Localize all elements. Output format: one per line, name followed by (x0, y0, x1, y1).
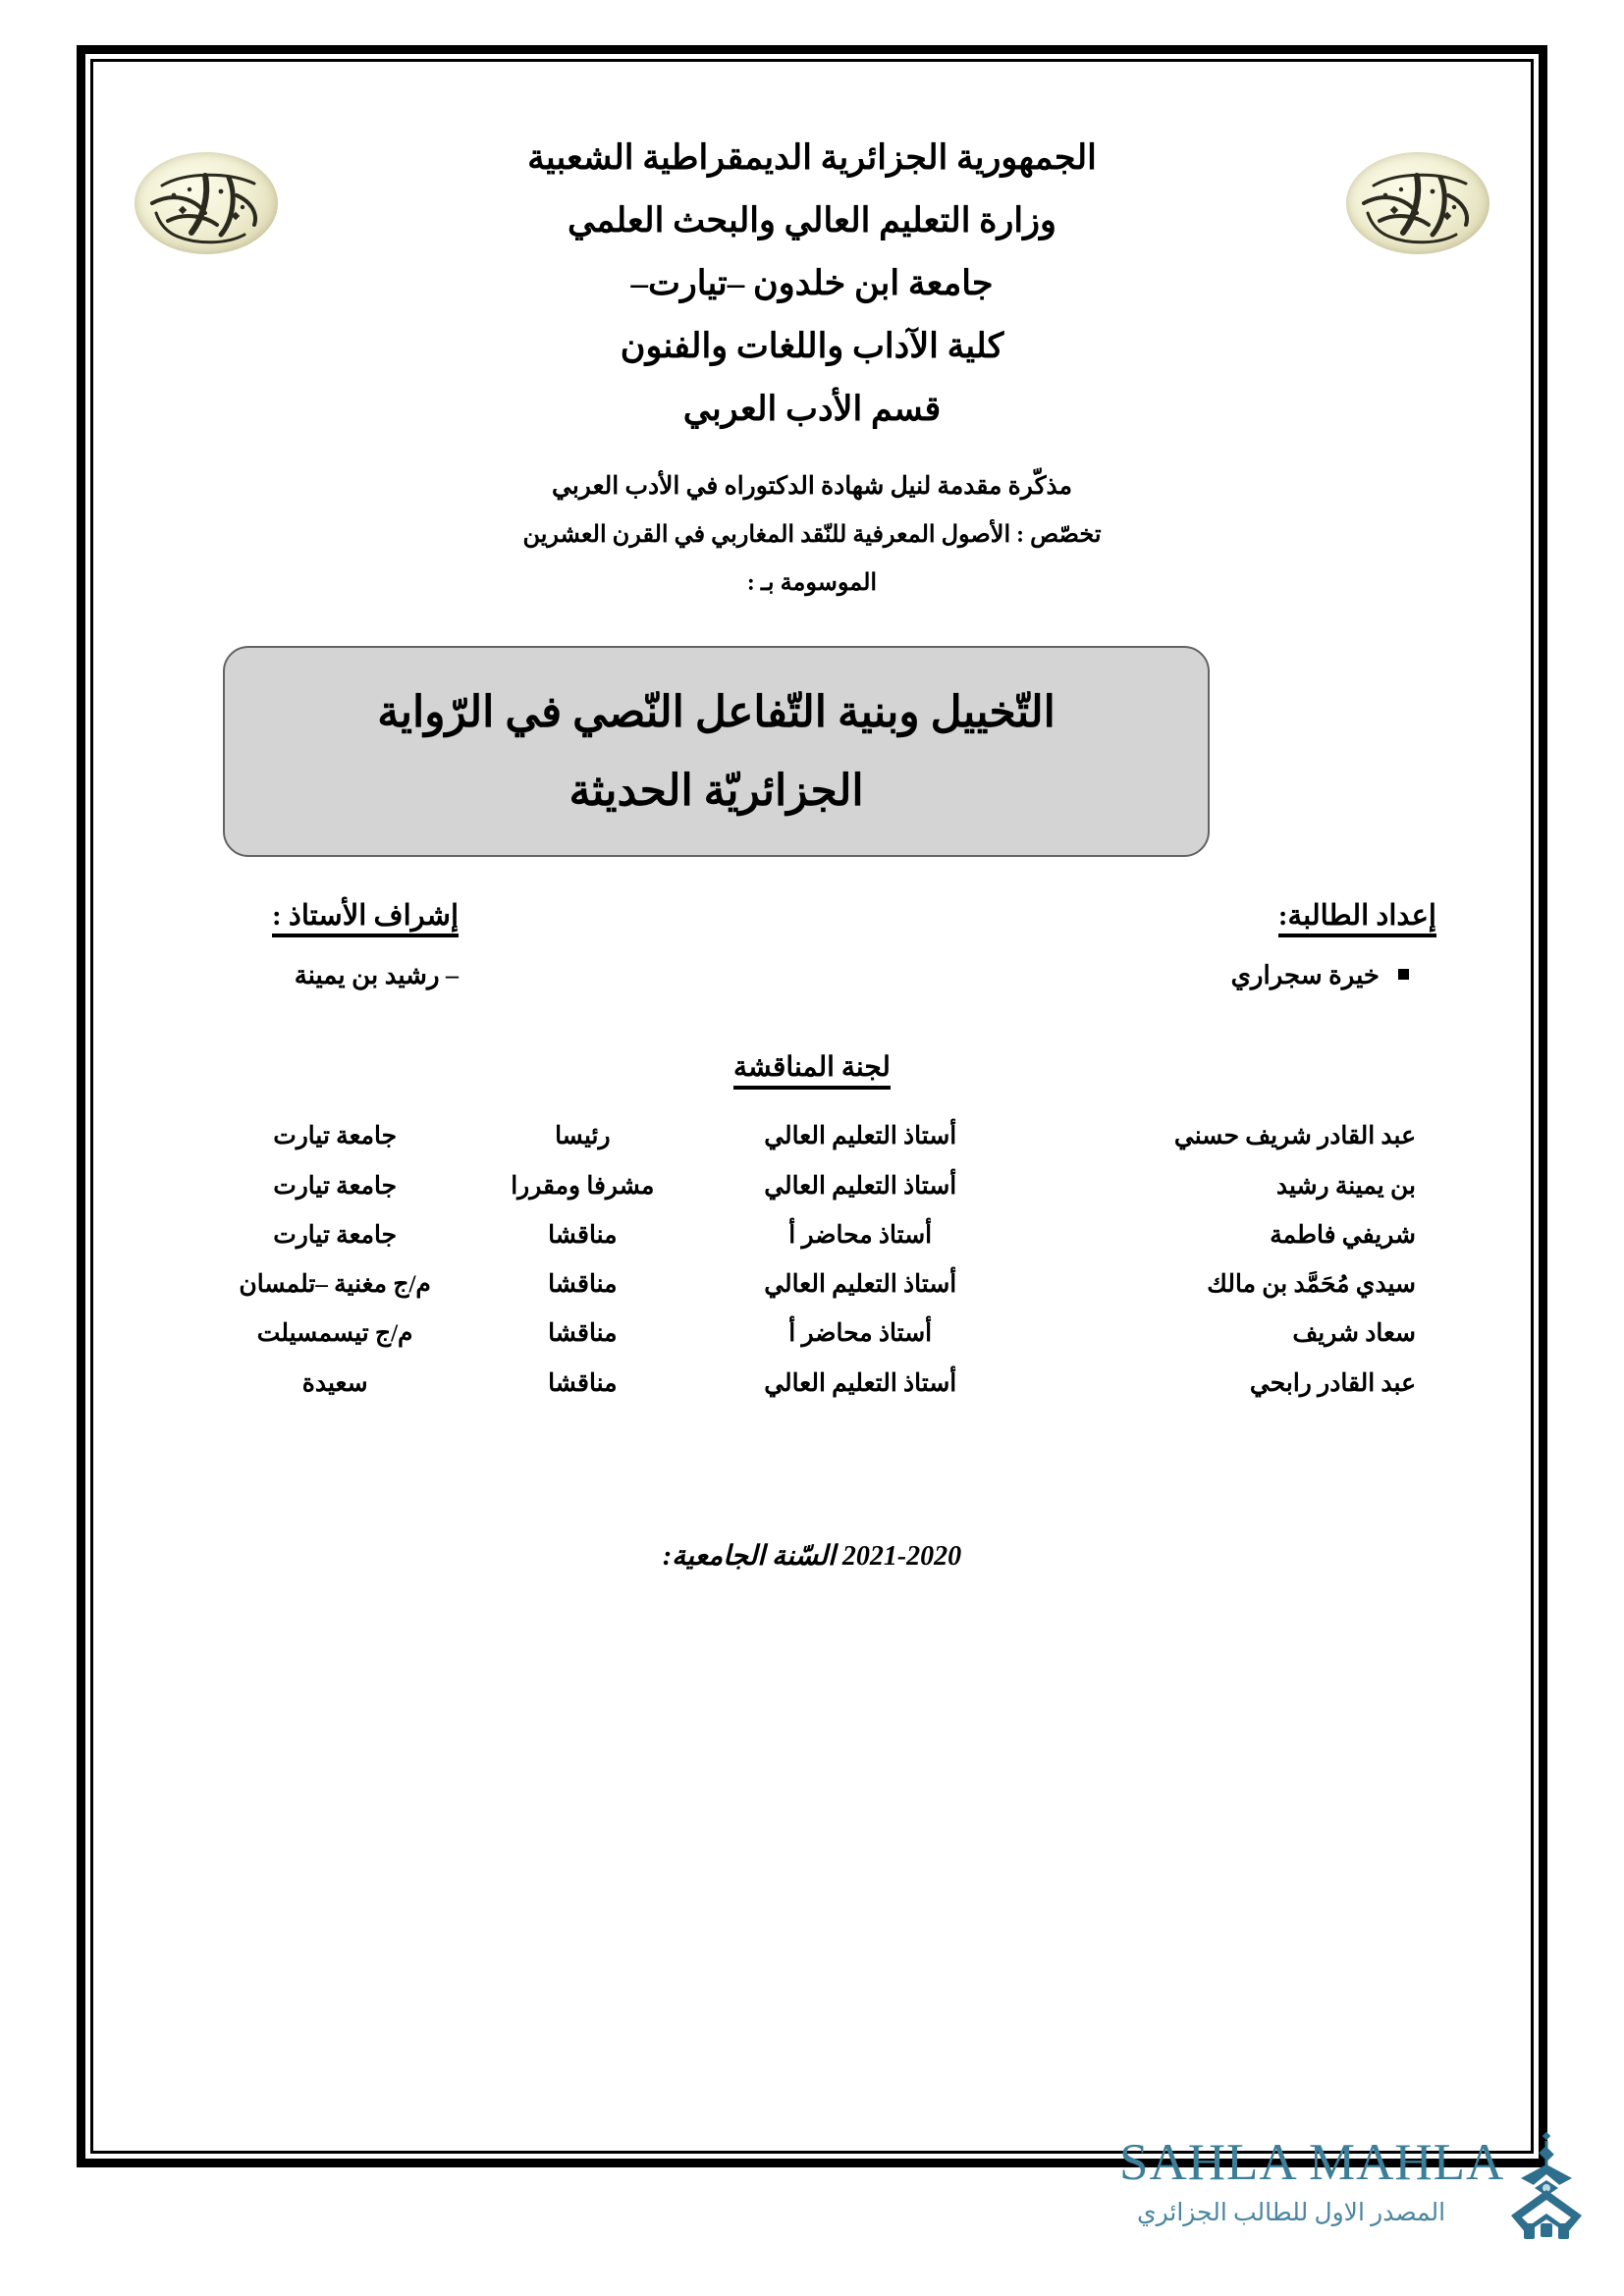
table-row (208, 1112, 1416, 1161)
page-content (93, 62, 1531, 2151)
thesis-title-line-1: التّخييل وبنية التّفاعل النّصي في الرّواية (377, 687, 1056, 736)
student-name-row (1231, 962, 1409, 988)
degree-tagged-label: الموسومة بـ : (746, 570, 878, 596)
table-row (208, 1309, 1416, 1359)
academic-year-label: السّنة الجامعية: (662, 1541, 836, 1572)
institution-header (93, 140, 1531, 454)
watermark-brand: SAHLA MAHLA (1119, 2134, 1505, 2191)
header-line-university: جامعة ابن خلدون –تيارت– (630, 264, 994, 302)
table-row (208, 1211, 1416, 1260)
header-line-country: الجمهورية الجزائرية الديمقراطية الشعبية (527, 138, 1097, 177)
supervisor-name: – رشيد بن يمينة (294, 961, 460, 990)
thesis-title-line-2: الجزائريّة الحديثة (568, 766, 864, 815)
jury-member-university: جامعة تيارت (273, 1172, 398, 1200)
jury-member-role: مشرفا ومقررا (511, 1172, 655, 1200)
jury-member-role: مناقشا (548, 1271, 618, 1299)
jury-member-university: م/ج مغنية –تلمسان (239, 1271, 431, 1299)
jury-member-name: سيدي مُحَمَّد بن مالك (1207, 1271, 1416, 1299)
jury-member-role: مناقشا (548, 1320, 618, 1348)
student-heading: إعداد الطالبة: (1278, 901, 1436, 937)
jury-table (208, 1112, 1416, 1409)
academic-year-value: 2021-2020 (841, 1541, 962, 1572)
degree-submission-text: مذكّرة مقدمة لنيل شهادة الدكتوراه في الأدب العربي (551, 473, 1072, 500)
jury-member-name: عبد القادر شريف حسني (1173, 1123, 1416, 1150)
jury-member-role: رئيسا (555, 1123, 611, 1150)
jury-member-name: بن يمينة رشيد (1275, 1172, 1416, 1200)
table-row (208, 1260, 1416, 1309)
jury-member-name: عبد القادر رابحي (1249, 1369, 1416, 1397)
student-name: خيرة سجراري (1230, 961, 1380, 990)
student-block (1231, 901, 1436, 989)
authorship-section (93, 901, 1531, 1029)
thesis-title-panel (223, 646, 1210, 857)
jury-heading: لجنة المناقشة (733, 1053, 891, 1090)
jury-member-name: شريفي فاطمة (1270, 1221, 1416, 1249)
degree-block (93, 474, 1531, 619)
jury-member-rank: أستاذ التعليم العالي (764, 1172, 957, 1200)
jury-member-rank: أستاذ محاضر أ (788, 1221, 933, 1249)
jury-member-role: مناقشا (548, 1369, 618, 1397)
bullet-square-icon (1398, 969, 1409, 980)
header-line-faculty: كلية الآداب واللغات والفنون (620, 327, 1004, 365)
jury-member-university: جامعة تيارت (273, 1221, 398, 1249)
jury-member-rank: أستاذ محاضر أ (788, 1320, 933, 1348)
supervisor-block (272, 901, 459, 989)
jury-heading-wrap (93, 1053, 1531, 1090)
academic-year (93, 1539, 1531, 1573)
supervisor-heading: إشراف الأستاذ : (272, 901, 459, 937)
jury-member-rank: أستاذ التعليم العالي (764, 1123, 957, 1150)
header-line-department: قسم الأدب العربي (682, 390, 942, 428)
jury-member-university: سعيدة (301, 1369, 368, 1397)
jury-section (93, 1053, 1531, 1409)
jury-member-rank: أستاذ التعليم العالي (764, 1271, 957, 1299)
jury-member-role: مناقشا (548, 1221, 618, 1249)
jury-member-rank: أستاذ التعليم العالي (764, 1369, 957, 1397)
watermark-tagline: المصدر الاول للطالب الجزائري (1137, 2200, 1446, 2226)
table-row (208, 1360, 1416, 1409)
jury-member-name: سعاد شريف (1292, 1320, 1416, 1348)
sahla-mahla-watermark (1119, 2123, 1581, 2270)
jury-member-university: جامعة تيارت (273, 1123, 398, 1150)
header-line-ministry: وزارة التعليم العالي والبحث العلمي (568, 201, 1056, 240)
sahla-mahla-logo-icon (1504, 2129, 1589, 2249)
jury-member-university: م/ج تيسمسيلت (256, 1320, 413, 1348)
table-row (208, 1162, 1416, 1211)
degree-specialty-text: تخصّص : الأصول المعرفية للنّقد المغاربي في القرن العشرين (522, 522, 1102, 548)
